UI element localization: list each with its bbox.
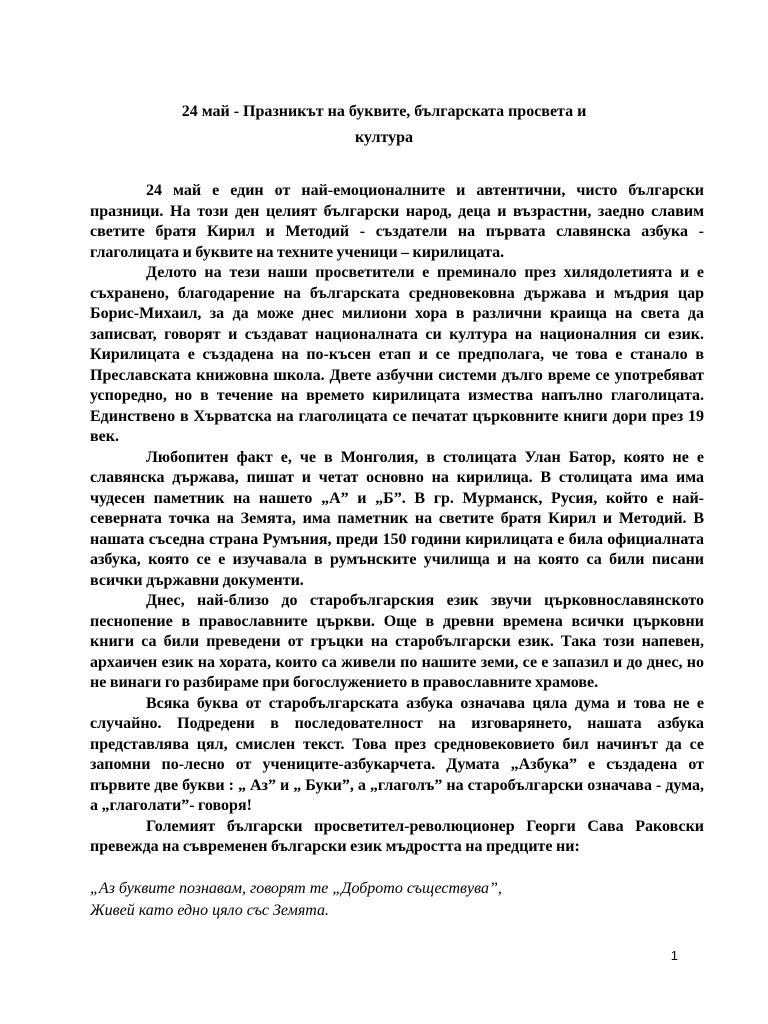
document-body xyxy=(90,181,704,922)
paragraph: Големият български просветител-революционер Георги Сава Раковски превежда на съвременен български език мъдростта на предците ни: xyxy=(90,817,704,855)
paragraph: Всяка буква от старобългарската азбука означава цяла дума и това не е случайно. Подредени в последователност на изговарянето, нашата азбука представлява цял, смислен текст. Това през средновековието бил начинът да се запомни по-лесно от учениците-азбукарчета. Думата „Азбука” е създадена от първите две букви : „ Аз” и „ Буки”, а „глаголъ” на старобългарски означава - дума, а „глаголати”- говоря! xyxy=(90,694,704,814)
poem-quote xyxy=(90,878,704,922)
paragraph: Любопитен факт е, че в Монголия, в столицата Улан Батор, която не е славянска държава, пишат и четат основно на кирилица. В столицата има има чудесен паметник на нашето „А” и „Б”. В гр. Мурманск, Русия, който е най-северната точка на Земята, има паметник на светите братя Кирил и Методий. В нашата съседна страна Румъния, преди 150 години кирилицата е била официалната азбука, която се е изучавала в румънските училища и на която са били писани всички държавни документи. xyxy=(90,448,704,589)
title-line-2: култура xyxy=(354,129,414,146)
paragraph: Делото на тези наши просветители е преминало през хилядолетията и е съхранено, благодарение на българската средновековна държава и мъдрия цар Борис-Михаил, за да може днес милиони хора в различни краища на света да записват, говорят и създават националната си култура на националния си език. Кирилицата е създадена на по-късен етап и се предполага, че това е станало в Преславската книжовна школа. Двете азбучни системи дълго време се употребяват успоредно, но в течение на времето кирилицата измества напълно глаголицата. Единствено в Хърватска на глаголицата се печатат църковните книги дори през 19 век. xyxy=(90,264,704,445)
title-line-1: 24 май - Празникът на буквите, българската просвета и xyxy=(181,103,587,120)
quote-line-2: Живей като едно цяло със Земята. xyxy=(90,901,330,919)
quote-line-1: „Аз буквите познавам, говорят те „Доброто съществува”, xyxy=(90,879,502,897)
paragraph: 24 май е един от най-емоционалните и автентични, чисто български празници. На този ден целият български народ, деца и възрастни, заедно славим светите братя Кирил и Методий - създатели на първата славянска азбука - глаголицата и буквите на техните ученици – кирилицата. xyxy=(90,182,704,261)
page-number: 1 xyxy=(670,948,678,963)
document-title xyxy=(90,99,678,151)
paragraph: Днес, най-близо до старобългарския език звучи църковнославянското песнопение в православните църкви. Още в древни времена всички църковни книги са били преведени от гръцки на старобългарски език. Така този напевен, архаичен език на хората, които са живели по нашите земи, се е запазил и до днес, но не винаги го разбираме при богослужението в православните храмове. xyxy=(90,592,704,691)
